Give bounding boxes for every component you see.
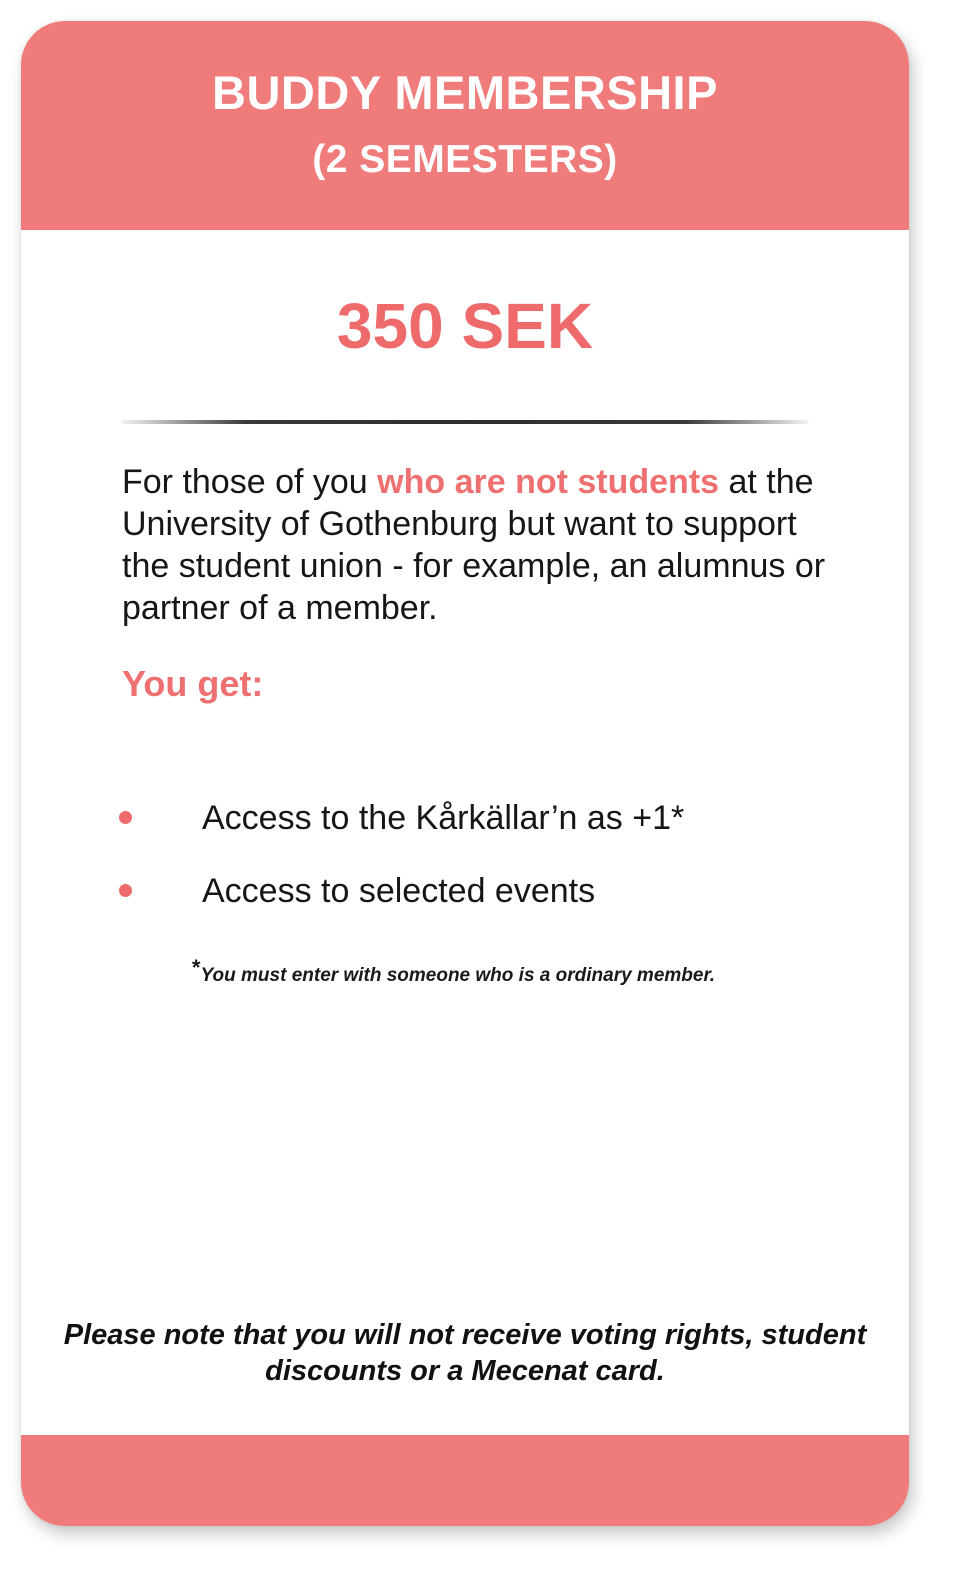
benefit-item	[116, 869, 876, 913]
description-highlight: who are not students	[377, 463, 720, 501]
membership-price: 350 SEK	[336, 290, 594, 362]
card-header	[21, 21, 909, 230]
description-text-start: For those of you	[122, 463, 378, 501]
benefit-label: Access to selected events	[202, 872, 596, 910]
important-note: Please note that you will not receive voting rights, student discounts or a Mecenat card.	[63, 1319, 867, 1387]
divider	[121, 420, 809, 424]
footnote	[191, 955, 715, 987]
membership-description	[122, 461, 842, 629]
bullet-icon	[119, 884, 132, 897]
membership-card	[21, 21, 909, 1526]
membership-duration: (2 SEMESTERS)	[312, 138, 618, 181]
footnote-marker: *	[191, 955, 200, 980]
benefits-heading: You get:	[122, 663, 264, 704]
benefit-label: Access to the Kårkällar’n as +1*	[202, 799, 685, 837]
membership-title: BUDDY MEMBERSHIP	[212, 66, 718, 119]
footnote-text: You must enter with someone who is a ordinary member.	[200, 965, 716, 986]
description-text-end: at the University of Gothenburg but want to support the student union - for example, an alumnus or partner of a member.	[122, 463, 826, 627]
benefit-item	[116, 796, 876, 840]
card-footer	[21, 1435, 909, 1526]
bullet-icon	[119, 811, 132, 824]
